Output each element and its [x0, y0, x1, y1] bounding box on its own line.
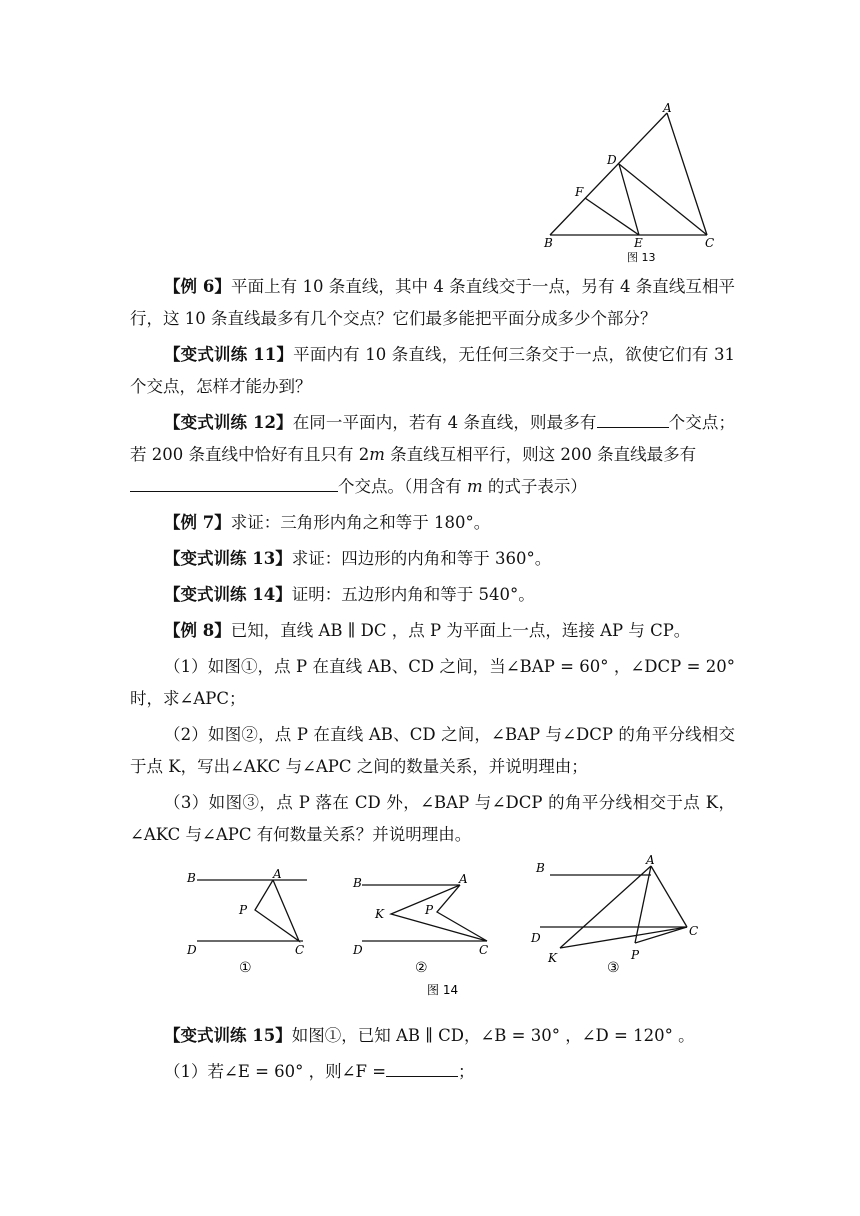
example-8-tag: 【例 8】	[164, 621, 231, 640]
fig13-label-d: D	[607, 153, 617, 167]
example-8-intro: 已知，直线 AB ∥ DC ，点 P 为平面上一点，连接 AP 与 CP。	[230, 621, 691, 640]
example-7-text: 求证：三角形内角之和等于 180°。	[230, 513, 491, 532]
fig14-2-label-c: C	[479, 943, 489, 957]
text-block-upper	[130, 271, 735, 855]
variant-14-text: 证明：五边形内角和等于 540°。	[291, 585, 535, 604]
fig14-1-label-d: D	[187, 943, 197, 957]
variant-15-q1-end: ；	[458, 1062, 475, 1081]
fig14-sub1-caption: ①	[239, 960, 252, 976]
fig14-1-label-b: B	[187, 871, 196, 885]
example-7-tag: 【例 7】	[164, 513, 231, 532]
fig14-sub2-caption: ②	[415, 960, 428, 976]
fig14-1-label-a: A	[273, 867, 282, 881]
fig13-label-c: C	[705, 236, 715, 250]
variant-12-text-5: 的式子表示）	[482, 477, 587, 496]
fig14-3-label-k: K	[548, 951, 557, 965]
fig14-3-label-d: D	[531, 931, 541, 945]
answer-blank-1[interactable]	[597, 409, 669, 428]
answer-blank-3[interactable]	[386, 1058, 458, 1077]
variant-13-text: 求证：四边形的内角和等于 360°。	[291, 549, 552, 568]
fig14-caption: 图 14	[427, 983, 459, 997]
variant-13	[130, 543, 735, 575]
figure-13	[535, 100, 725, 268]
variant-11-tag: 【变式训练 11】	[164, 345, 294, 364]
fig13-label-a: A	[663, 101, 672, 115]
fig13-label-e: E	[634, 236, 643, 250]
fig14-3-label-a: A	[646, 853, 655, 867]
fig14-sub3-caption: ③	[607, 960, 620, 976]
variant-15-q1	[130, 1056, 735, 1088]
variant-11-text: 平面内有 10 条直线，无任何三条交于一点，欲使它们有 31 个交点，怎样才能办到？	[130, 345, 735, 396]
fig13-label-b: B	[544, 236, 553, 250]
variant-15	[130, 1020, 735, 1052]
fig14-2-label-a: A	[459, 872, 468, 886]
variant-12-text-4: 个交点。（用含有	[338, 477, 467, 496]
fig14-1-label-p: P	[239, 903, 248, 917]
example-6	[130, 271, 735, 335]
figure-14	[175, 852, 715, 1002]
example-6-tag: 【例 6】	[164, 277, 231, 296]
variant-12	[130, 407, 735, 503]
variant-15-q1-text: （1）若∠E = 60° ，则∠F =	[164, 1062, 387, 1081]
fig14-3-label-c: C	[689, 924, 699, 938]
variant-12-text-2: 个交点；若 200 条直线中恰好有且只有 2	[130, 413, 735, 464]
fig14-1-label-c: C	[295, 943, 305, 957]
variant-13-tag: 【变式训练 13】	[164, 549, 292, 568]
example-8	[130, 615, 735, 647]
fig14-2-label-d: D	[353, 943, 363, 957]
example-8-q2: （2）如图②，点 P 在直线 AB、CD 之间，∠BAP 与∠DCP 的角平分线相交于点 K，写出∠AKC 与∠APC 之间的数量关系，并说明理由；	[130, 725, 735, 776]
example-6-text: 平面上有 10 条直线，其中 4 条直线交于一点，另有 4 条直线互相平行，这 10 条直线最多有几个交点？它们最多能把平面分成多少个部分？	[130, 277, 735, 328]
fig14-2-label-k: K	[375, 907, 384, 921]
variant-14-tag: 【变式训练 14】	[164, 585, 292, 604]
example-8-q3: （3）如图③，点 P 落在 CD 外，∠BAP 与∠DCP 的角平分线相交于点 K，∠AKC 与∠APC 有何数量关系？并说明理由。	[130, 793, 735, 844]
fig13-caption: 图 13	[627, 251, 656, 264]
answer-blank-2[interactable]	[130, 473, 338, 492]
variant-12-tag: 【变式训练 12】	[164, 413, 293, 432]
fig14-2-label-b: B	[353, 876, 362, 890]
fig14-2-label-p: P	[425, 903, 434, 917]
text-block-lower	[130, 1020, 735, 1092]
variant-12-text-1: 在同一平面内，若有 4 条直线，则最多有	[292, 413, 597, 432]
variant-12-text-3: 条直线互相平行，则这 200 条直线最多有	[384, 445, 697, 464]
fig14-3-label-b: B	[536, 861, 545, 875]
variant-12-var-m: m	[369, 445, 385, 464]
variant-11	[130, 339, 735, 403]
example-7	[130, 507, 735, 539]
variant-12-var-m2: m	[467, 477, 483, 496]
variant-14	[130, 579, 735, 611]
example-8-q1: （1）如图①，点 P 在直线 AB、CD 之间，当∠BAP = 60° ，∠DCP = 20° 时，求∠APC；	[130, 657, 735, 708]
variant-15-tag: 【变式训练 15】	[164, 1026, 292, 1045]
fig13-label-f: F	[575, 185, 584, 199]
fig14-3-label-p: P	[631, 948, 640, 962]
variant-15-text: 如图①，已知 AB ∥ CD，∠B = 30° ，∠D = 120° 。	[291, 1026, 695, 1045]
